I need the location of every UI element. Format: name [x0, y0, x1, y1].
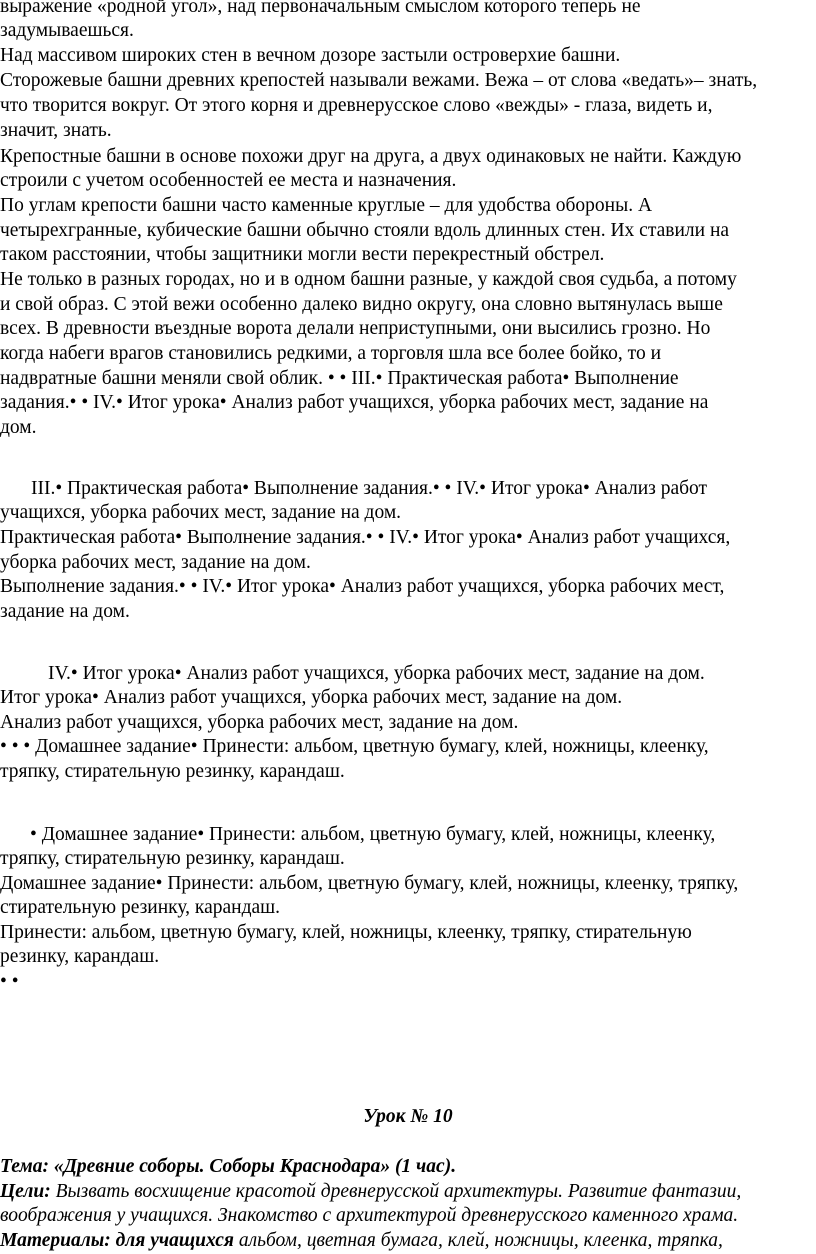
lesson-topic [0, 1155, 456, 1180]
text-line: Домашнее задание• Принести: альбом, цветную бумагу, клей, ножницы, клеенку, тряпку, [0, 873, 739, 894]
text-line: тряпку, стирательную резинку, карандаш. [0, 761, 345, 782]
text-line: уборка рабочих мест, задание на дом. [0, 552, 311, 573]
lesson-goals [0, 1180, 741, 1205]
text-line: четырехгранные, кубические башни обычно стояли вдоль длинных стен. Их ставили на [0, 220, 730, 241]
text-line: резинку, карандаш. [0, 946, 160, 967]
text-line: • • • Домашнее задание• Принести: альбом, цветную бумагу, клей, ножницы, клеенку, [0, 736, 709, 757]
text-line: IV.• Итог урока• Анализ работ учащихся, уборка рабочих мест, задание на дом. [48, 663, 705, 684]
text-line: • Домашнее задание• Принести: альбом, цветную бумагу, клей, ножницы, клеенку, [30, 824, 716, 845]
text-line: значит, знать. [0, 120, 112, 141]
text-line: Анализ работ учащихся, уборка рабочих мест, задание на дом. [0, 712, 519, 733]
text-line: Выполнение задания.• • IV.• Итог урока• Анализ работ учащихся, уборка рабочих мест, [0, 576, 725, 597]
materials-text: альбом, цветная бумага, клей, ножницы, клеенка, тряпка, [238, 1230, 723, 1251]
text-line: что творится вокруг. От этого корня и древнерусское слово «вежды» - глаза, видеть и, [0, 95, 713, 116]
text-line: Принести: альбом, цветную бумагу, клей, ножницы, клеенку, тряпку, стирательную [0, 922, 692, 943]
materials-label: Материалы: для учащихся [0, 1230, 234, 1251]
text-line: когда набеги врагов становились редкими, а торговля шла все более бойко, то и [0, 343, 662, 364]
text-line: учащихся, уборка рабочих мест, задание на дом. [0, 502, 402, 523]
lesson-materials [0, 1229, 723, 1254]
text-line: По углам крепости башни часто каменные круглые – для удобства обороны. А [0, 195, 653, 216]
text-line: строили с учетом особенностей ее места и назначения. [0, 170, 457, 191]
text-line: тряпку, стирательную резинку, карандаш. [0, 848, 345, 869]
topic-label: Тема: [0, 1156, 49, 1177]
lesson-heading: Урок № 10 [363, 1106, 453, 1127]
text-line: Крепостные башни в основе похожи друг на друга, а двух одинаковых не найти. Каждую [0, 146, 742, 167]
text-line: выражение «родной угол», над первоначальным смыслом которого теперь не [0, 0, 641, 17]
text-line: задание на дом. [0, 601, 130, 622]
text-line: Над массивом широких стен в вечном дозоре застыли островерхие башни. [0, 45, 621, 66]
text-line: Сторожевые башни древних крепостей называли вежами. Вежа – от слова «ведать»– знать, [0, 70, 758, 91]
text-line: Практическая работа• Выполнение задания.• • IV.• Итог урока• Анализ работ учащихся, [0, 527, 731, 548]
goals-text: Вызвать восхищение красотой древнерусской архитектуры. Развитие фантазии, [55, 1181, 742, 1202]
text-line: задумываешься. [0, 20, 134, 41]
text-line: стирательную резинку, карандаш. [0, 897, 281, 918]
topic-text: «Древние соборы. Соборы Краснодара» (1 час). [53, 1156, 457, 1177]
goals-label: Цели: [0, 1181, 51, 1202]
text-line: Не только в разных городах, но и в одном башни разные, у каждой своя судьба, а потому [0, 269, 737, 290]
text-line: III.• Практическая работа• Выполнение задания.• • IV.• Итог урока• Анализ работ [31, 478, 708, 499]
text-line: таком расстоянии, чтобы защитники могли вести перекрестный обстрел. [0, 244, 605, 265]
text-line: и свой образ. С этой вежи особенно далеко видно округу, она словно вытянулась выше [0, 294, 723, 315]
text-line: надвратные башни меняли свой облик. • • III.• Практическая работа• Выполнение [0, 368, 679, 389]
text-line: всех. В древности въездные ворота делали неприступными, они высились грозно. Но [0, 318, 711, 339]
goals-text-continued: воображения у учащихся. Знакомство с архитектурой древнерусского каменного храма. [0, 1205, 739, 1226]
text-line: • • [0, 971, 19, 992]
text-line: задания.• • IV.• Итог урока• Анализ работ учащихся, уборка рабочих мест, задание на [0, 392, 709, 413]
text-line: дом. [0, 417, 37, 438]
text-line: Итог урока• Анализ работ учащихся, уборка рабочих мест, задание на дом. [0, 687, 623, 708]
